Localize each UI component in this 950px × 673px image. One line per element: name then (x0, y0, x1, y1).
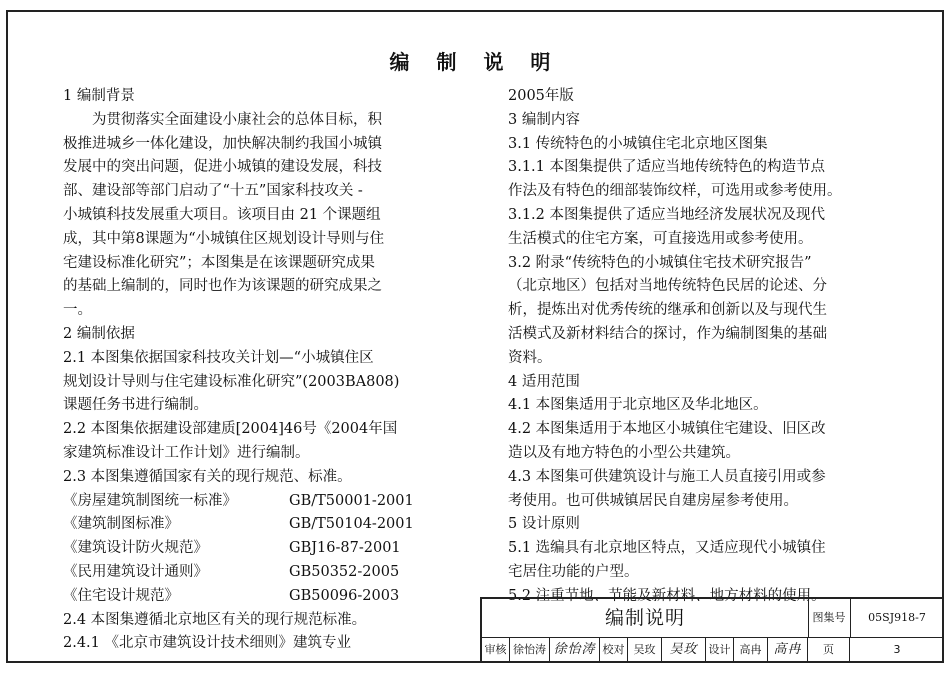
paragraph-line: 3.2 附录“传统特色的小城镇住宅技术研究报告” (508, 254, 812, 271)
standard-name: 《建筑设计防火规范》 (63, 540, 208, 557)
check-label: 校对 (600, 637, 628, 663)
heading: 3 编制内容 (508, 111, 580, 128)
standard-name: 《房屋建筑制图统一标准》 (63, 492, 237, 509)
atlas-no-label: 图集号 (808, 599, 851, 638)
designer-name: 高冉 (734, 637, 768, 663)
paragraph-line: 4.1 本图集适用于北京地区及华北地区。 (508, 397, 768, 414)
paragraph-line: 宅居住功能的户型。 (508, 563, 639, 580)
paragraph-line: 课题任务书进行编制。 (63, 397, 208, 414)
paragraph-line: 2.4.1 《北京市建筑设计技术细则》建筑专业 (63, 635, 352, 652)
paragraph-line: 极推进城乡一体化建设，加快解决制约我国小城镇 (63, 135, 382, 152)
paragraph-line: 资料。 (508, 349, 552, 366)
standard-name: 《住宅设计规范》 (63, 587, 179, 604)
paragraph-line: 4.2 本图集适用于本地区小城镇住宅建设、旧区改 (508, 421, 826, 438)
page-number: 3 (893, 643, 901, 656)
paragraph-line: 的基础上编制的，同时也作为该课题的研究成果之 (63, 278, 382, 295)
review-label: 审核 (482, 637, 510, 663)
paragraph-line: 造以及有地方特色的小型公共建筑。 (508, 444, 740, 461)
paragraph-line: 一。 (63, 302, 92, 319)
reviewer-name: 徐怡涛 (510, 637, 550, 663)
paragraph-line: 2005年版 (508, 88, 574, 104)
paragraph-line: 考使用。也可供城镇居民自建房屋参考使用。 (508, 492, 798, 509)
paragraph-line: 作法及有特色的细部装饰纹样，可选用或参考使用。 (508, 183, 842, 200)
reviewer-signature: 徐怡涛 (550, 637, 600, 663)
paragraph-line: 2.1 本图集依据国家科技攻关计划—“小城镇住区 (63, 349, 374, 366)
paragraph-line: 3.1.1 本图集提供了适应当地传统特色的构造节点 (508, 159, 826, 176)
standard-name: 《建筑制图标准》 (63, 516, 179, 533)
design-label: 设计 (706, 637, 734, 663)
paragraph-line: 小城镇科技发展重大项目。该项目由 21 个课题组 (63, 206, 381, 223)
paragraph-line: （北京地区）包括对当地传统特色民居的论述、分 (508, 278, 827, 295)
title-block (480, 597, 944, 663)
atlas-no: 05SJ918-7 (850, 599, 944, 638)
checker-signature: 吴玫 (662, 637, 706, 663)
standard-code: GB/T50001-2001 (289, 492, 414, 509)
standard-code: GB50096-2003 (289, 587, 400, 604)
heading: 1 编制背景 (63, 88, 135, 104)
paragraph-line: 发展中的突出问题，促进小城镇的建设发展，科技 (63, 159, 382, 176)
checker-name: 吴玫 (628, 637, 662, 663)
right-column (508, 85, 898, 609)
paragraph-line: 2.4 本图集遵循北京地区有关的现行规范标准。 (63, 611, 367, 628)
paragraph-line: 2.2 本图集依据建设部建质[2004]46号《2004年国 (63, 421, 398, 438)
drawing-title: 编制说明 (482, 599, 809, 638)
paragraph-line: 生活模式的住宅方案，可直接选用或参考使用。 (508, 230, 813, 247)
standard-row (63, 490, 458, 514)
designer-signature: 高冉 (768, 637, 808, 663)
subheading: 3.1 传统特色的小城镇住宅北京地区图集 (508, 135, 768, 152)
standard-row (63, 513, 458, 537)
paragraph-line: 家建筑标准设计工作计划》进行编制。 (63, 444, 310, 461)
signature-row (482, 637, 944, 663)
standard-code: GB50352-2005 (289, 563, 400, 580)
page-label: 页 (808, 637, 850, 663)
paragraph-line: 活模式及新材料结合的探讨，作为编制图集的基础 (508, 325, 827, 342)
paragraph-line: 4.3 本图集可供建筑设计与施工人员直接引用或参 (508, 468, 826, 485)
paragraph-line: 成，其中第8课题为“小城镇住区规划设计导则与住 (63, 230, 385, 247)
standard-name: 《民用建筑设计通则》 (63, 563, 208, 580)
left-column (63, 85, 458, 656)
paragraph-line: 为贯彻落实全面建设小康社会的总体目标，积 (92, 111, 382, 128)
paragraph-line: 规划设计导则与住宅建设标准化研究”(2003BA808) (63, 373, 400, 390)
page-title: 编 制 说 明 (389, 50, 561, 74)
paragraph-line: 5.1 选编具有北京地区特点，又适应现代小城镇住 (508, 540, 826, 557)
heading: 2 编制依据 (63, 325, 135, 342)
paragraph-line: 析，提炼出对优秀传统的继承和创新以及与现代生 (508, 302, 827, 319)
standard-row (63, 561, 458, 585)
standard-row (63, 585, 458, 609)
heading: 5 设计原则 (508, 516, 580, 533)
standard-code: GBJ16-87-2001 (289, 540, 401, 557)
standard-row (63, 537, 458, 561)
paragraph-line: 宅建设标准化研究”；本图集是在该课题研究成果 (63, 254, 375, 271)
standard-code: GB/T50104-2001 (289, 516, 414, 533)
heading: 4 适用范围 (508, 373, 580, 390)
paragraph-line: 部、建设部等部门启动了“十五”国家科技攻关 - (63, 183, 363, 200)
paragraph-line: 2.3 本图集遵循国家有关的现行规范、标准。 (63, 468, 352, 485)
paragraph-line: 5.2 注重节地、节能及新材料、地方材料的使用。 (508, 587, 826, 604)
paragraph-line: 3.1.2 本图集提供了适应当地经济发展状况及现代 (508, 206, 826, 223)
